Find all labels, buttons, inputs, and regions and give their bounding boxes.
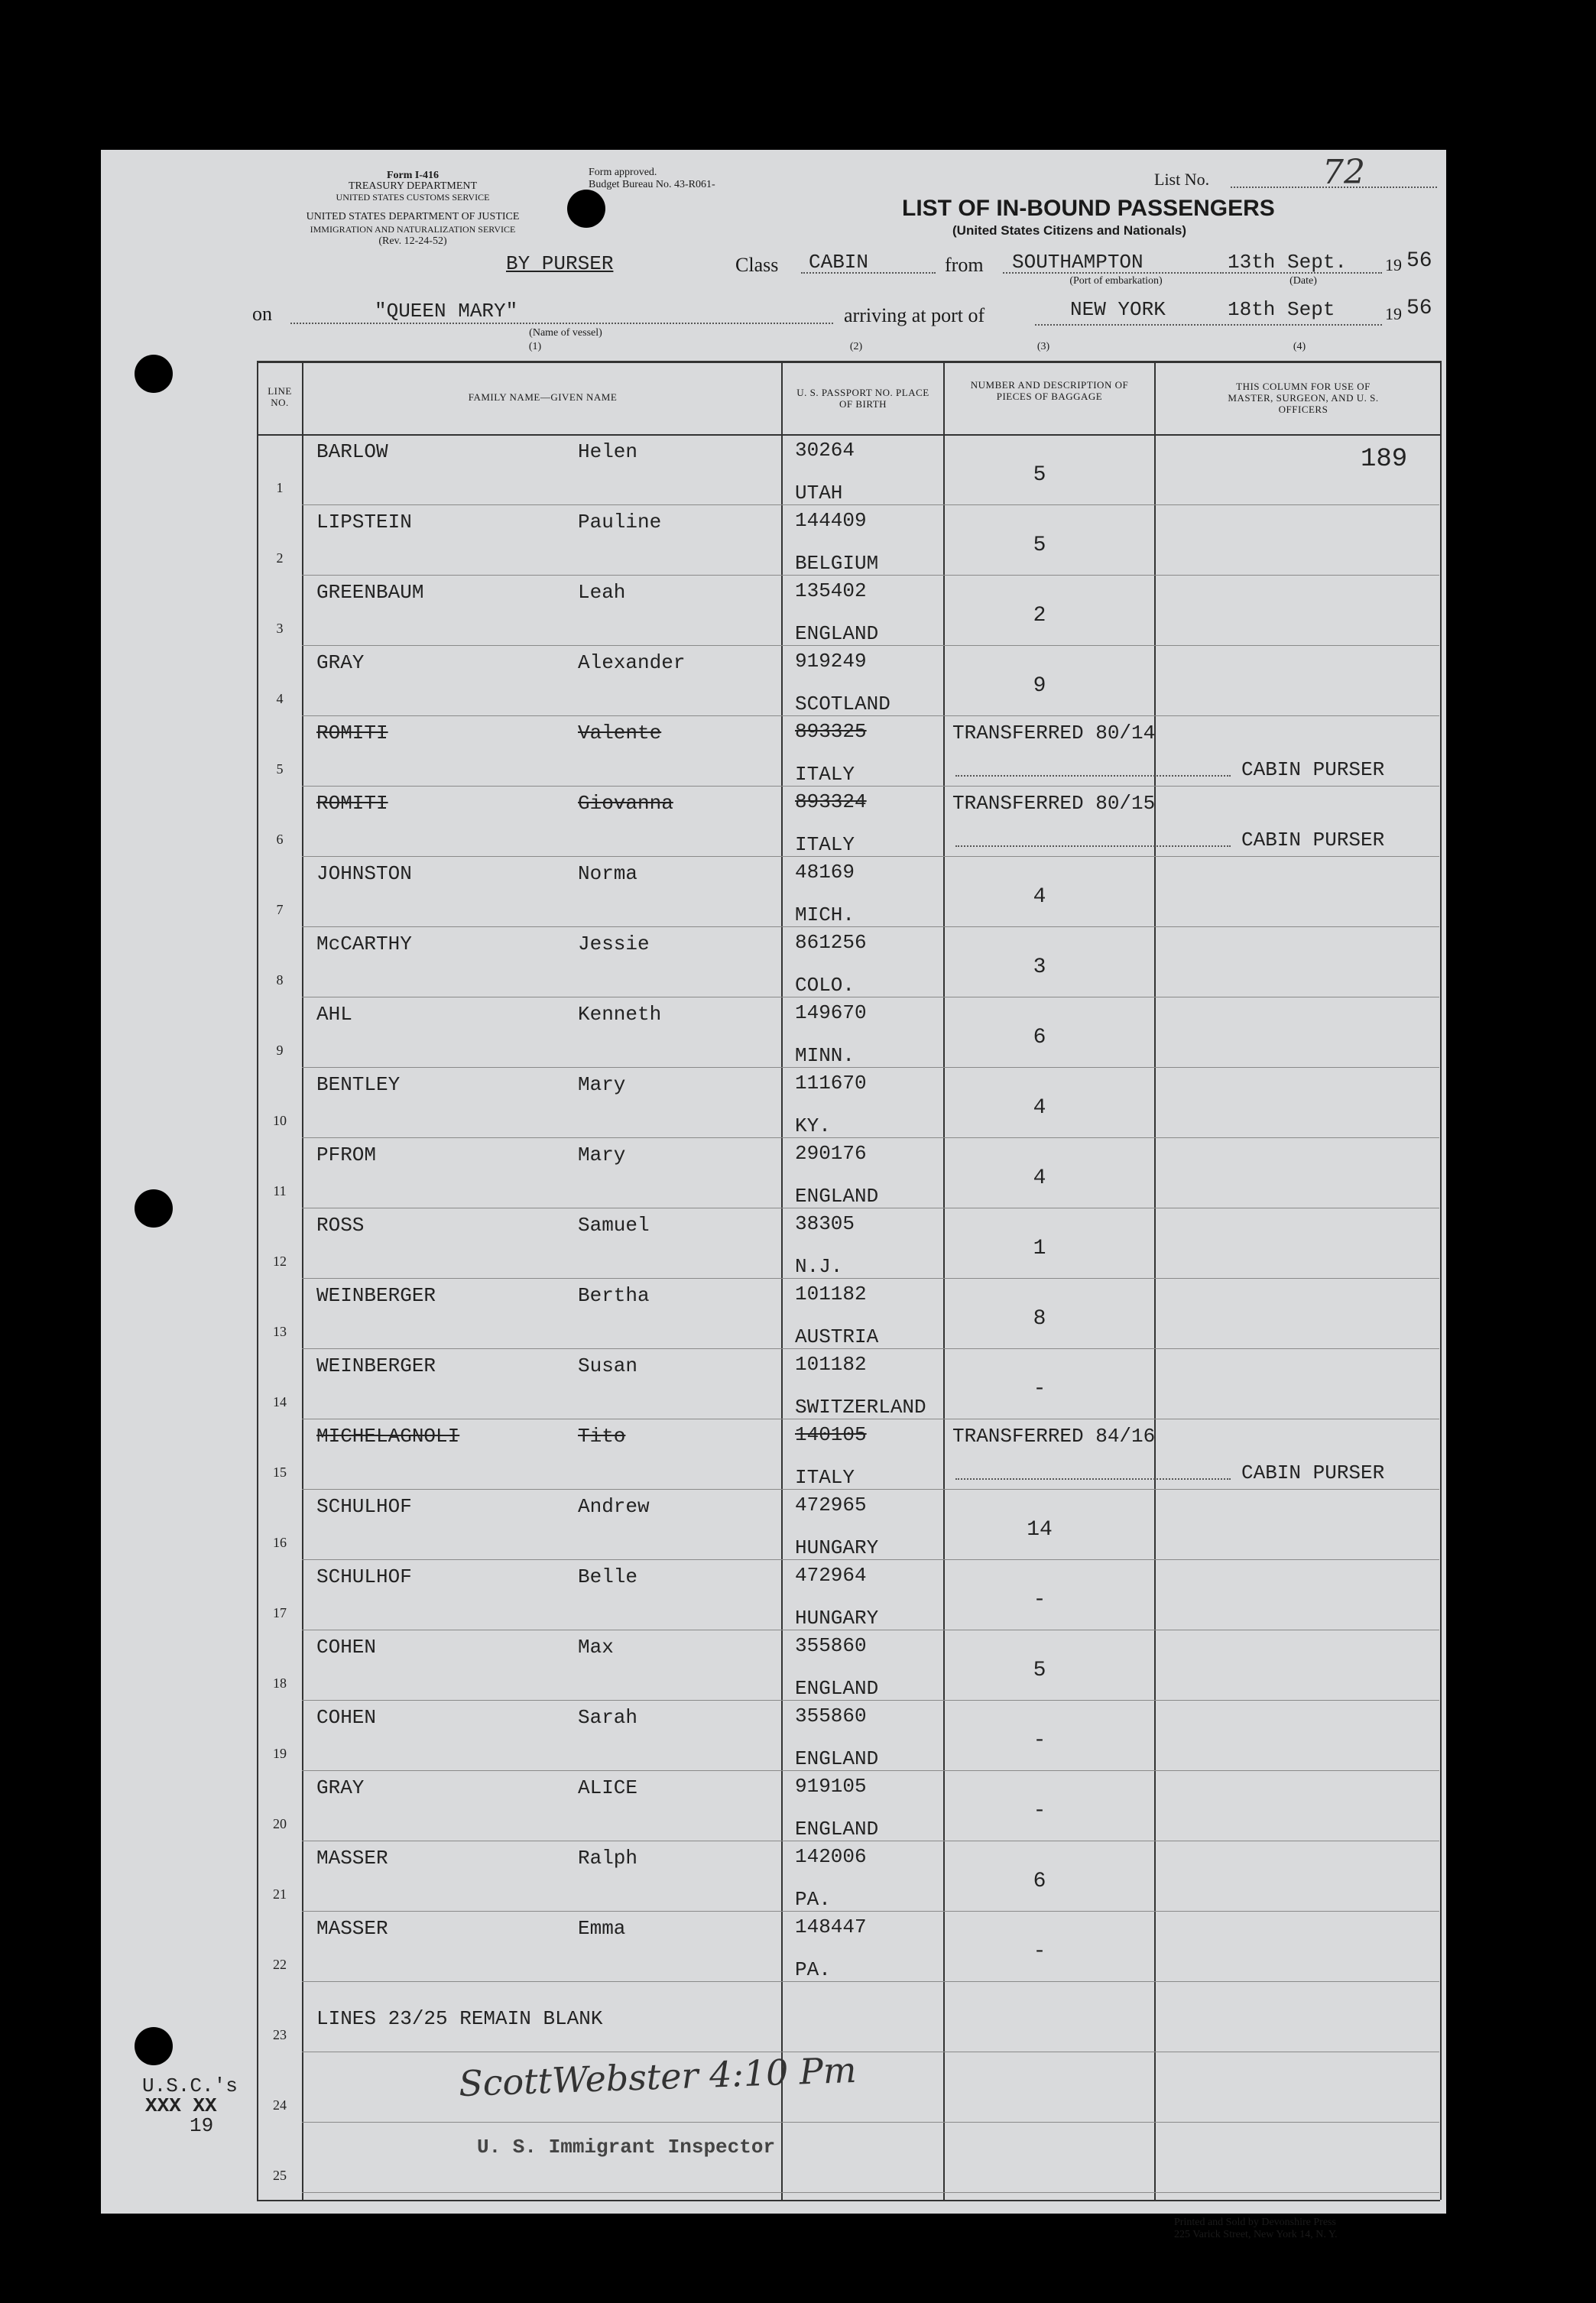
- punch-hole: [135, 2027, 173, 2065]
- arrival-date: 18th Sept: [1228, 298, 1335, 321]
- class-label: Class: [735, 254, 779, 276]
- line-number: 7: [276, 902, 284, 917]
- family-name: JOHNSTON: [316, 862, 412, 885]
- form-revision: (Rev. 12-24-52): [378, 235, 447, 247]
- family-name: WEINBERGER: [316, 1354, 436, 1377]
- line-number: 22: [273, 1957, 287, 1972]
- given-name: Kenneth: [578, 1003, 662, 1026]
- family-name: LIPSTEIN: [316, 511, 412, 534]
- row-divider: [302, 1559, 1439, 1560]
- place-of-birth: PA.: [795, 1888, 831, 1911]
- table-bottom-border: [257, 2200, 1440, 2201]
- family-name: COHEN: [316, 1636, 377, 1659]
- given-name: Max: [578, 1636, 614, 1659]
- line-number: 19: [273, 1746, 287, 1761]
- row-divider: [302, 1137, 1439, 1138]
- row-divider: [302, 1981, 1439, 1982]
- baggage-count: 3: [1033, 955, 1046, 979]
- family-name: MASSER: [316, 1917, 388, 1940]
- vessel-name: "QUEEN MARY": [375, 300, 518, 323]
- family-name: WEINBERGER: [316, 1284, 436, 1307]
- baggage-count: 14: [1027, 1518, 1053, 1542]
- header-name: FAMILY NAME—GIVEN NAME: [468, 391, 618, 403]
- table-right-border: [1440, 361, 1442, 2200]
- line-number: 3: [276, 621, 284, 636]
- dept-justice: UNITED STATES DEPARTMENT OF JUSTICE: [306, 211, 520, 222]
- col1-caption: (1): [528, 341, 542, 352]
- header-officers: THIS COLUMN FOR USE OF MASTER, SURGEON, AND U. S. OFFICERS: [1228, 381, 1379, 415]
- arrival-line: [1035, 324, 1382, 326]
- row-divider: [302, 856, 1439, 857]
- arrival-port: NEW YORK: [1070, 298, 1166, 321]
- line-number: 18: [273, 1675, 287, 1691]
- col3-caption: (3): [1036, 341, 1050, 352]
- row-divider: [302, 2192, 1439, 2193]
- page-title: LIST OF IN-BOUND PASSENGERS: [902, 196, 1275, 221]
- row-divider: [302, 786, 1439, 787]
- row-divider: [302, 1700, 1439, 1701]
- family-name: GREENBAUM: [316, 581, 424, 604]
- passport-number: 48169: [795, 861, 855, 884]
- passport-number: 111670: [795, 1072, 867, 1095]
- line-number: 24: [273, 2097, 287, 2113]
- given-name: Bertha: [578, 1284, 650, 1307]
- baggage-count: -: [1033, 1799, 1046, 1823]
- place-of-birth: KY.: [795, 1114, 831, 1137]
- row-divider: [302, 1489, 1439, 1490]
- place-of-birth: SWITZERLAND: [795, 1396, 926, 1419]
- inspector-signature: ScottWebster 4:10 Pm: [458, 2048, 858, 2105]
- date-caption: (Date): [1289, 275, 1317, 287]
- passport-number: 472964: [795, 1564, 867, 1587]
- given-name: Belle: [578, 1565, 638, 1588]
- purser-signature-line: [955, 1478, 1231, 1480]
- passport-number: 893325: [795, 720, 867, 743]
- row-divider: [302, 1067, 1439, 1068]
- place-of-birth: N.J.: [795, 1255, 843, 1278]
- place-of-birth: ENGLAND: [795, 1185, 879, 1208]
- given-name: Ralph: [578, 1847, 638, 1870]
- passport-number: 472965: [795, 1494, 867, 1516]
- given-name: Helen: [578, 440, 638, 463]
- depart-date: 13th Sept.: [1228, 251, 1348, 274]
- place-of-birth: UTAH: [795, 482, 843, 504]
- vessel-line: [290, 323, 833, 324]
- place-of-birth: ENGLAND: [795, 1818, 879, 1841]
- line-number: 8: [276, 972, 284, 988]
- name-col-divider: [781, 361, 783, 2200]
- line-number: 20: [273, 1816, 287, 1831]
- family-name: BARLOW: [316, 440, 388, 463]
- table-top-border: [257, 361, 1440, 363]
- row-divider: [302, 926, 1439, 927]
- line-number: 9: [276, 1043, 284, 1058]
- place-of-birth: COLO.: [795, 974, 855, 997]
- line-number: 4: [276, 691, 284, 706]
- dept-customs: UNITED STATES CUSTOMS SERVICE: [336, 192, 490, 203]
- passport-number: 355860: [795, 1705, 867, 1727]
- given-name: Emma: [578, 1917, 626, 1940]
- table-left-border: [257, 361, 258, 2200]
- family-name: ROSS: [316, 1214, 365, 1237]
- uscs-stamp-2: XXX XX: [145, 2094, 217, 2117]
- passport-number: 30264: [795, 439, 855, 462]
- place-of-birth: HUNGARY: [795, 1607, 879, 1630]
- line-number: 17: [273, 1605, 287, 1620]
- given-name: Norma: [578, 862, 638, 885]
- family-name: AHL: [316, 1003, 352, 1026]
- row-divider: [302, 2122, 1439, 2123]
- purser-title: CABIN PURSER: [1241, 829, 1385, 851]
- row-divider: [302, 504, 1439, 505]
- form-number: Form I-416: [386, 170, 440, 181]
- line-number: 6: [276, 832, 284, 847]
- budget-bureau: Budget Bureau No. 43-R061-: [589, 179, 715, 190]
- family-name: BENTLEY: [316, 1073, 401, 1096]
- given-name: Tito: [578, 1425, 626, 1448]
- passport-number: 861256: [795, 931, 867, 954]
- place-of-birth: AUSTRIA: [795, 1325, 879, 1348]
- class-value: CABIN: [809, 251, 869, 274]
- line-number: 11: [273, 1183, 287, 1199]
- printer-credit-2: 225 Varick Street, New York 14, N. Y.: [1174, 2229, 1338, 2240]
- purser-signature-line: [955, 845, 1231, 847]
- place-of-birth: ITALY: [795, 833, 855, 856]
- passport-number: 140105: [795, 1423, 867, 1446]
- given-name: Giovanna: [578, 792, 673, 815]
- given-name: Mary: [578, 1143, 626, 1166]
- given-name: ALICE: [578, 1776, 638, 1799]
- punch-hole: [135, 1189, 173, 1228]
- given-name: Samuel: [578, 1214, 650, 1237]
- passport-number: 144409: [795, 509, 867, 532]
- purser-signature-line: [955, 775, 1231, 777]
- line-number: 2: [276, 550, 284, 566]
- baggage-count: 1: [1033, 1237, 1046, 1260]
- baggage-count: 6: [1033, 1026, 1046, 1049]
- place-of-birth: MICH.: [795, 903, 855, 926]
- place-of-birth: ENGLAND: [795, 622, 879, 645]
- printer-credit-1: Printed and Sold by Devonshire Press: [1174, 2217, 1336, 2228]
- arrival-year: 56: [1406, 297, 1432, 320]
- by-purser: BY PURSER: [506, 252, 614, 275]
- baggage-count: -: [1033, 1377, 1046, 1401]
- remain-blank-note: LINES 23/25 REMAIN BLANK: [316, 2007, 603, 2030]
- line-number: 15: [273, 1465, 287, 1480]
- officer-note: 189: [1361, 445, 1408, 474]
- depart-year: 56: [1406, 249, 1432, 273]
- year-prefix: 19: [1385, 255, 1402, 274]
- line-number: 1: [276, 480, 284, 495]
- given-name: Pauline: [578, 511, 662, 534]
- passport-number: 135402: [795, 579, 867, 602]
- baggage-count: 8: [1033, 1307, 1046, 1331]
- baggage-count: 5: [1033, 463, 1046, 487]
- line-col-divider: [302, 361, 303, 2200]
- table-header-border: [257, 434, 1440, 436]
- header-line-no: LINE NO.: [268, 385, 292, 408]
- transfer-note: TRANSFERRED 84/16: [952, 1425, 1156, 1448]
- baggage-count: 5: [1033, 1659, 1046, 1682]
- col2-caption: (2): [849, 341, 863, 352]
- family-name: GRAY: [316, 651, 365, 674]
- family-name: MASSER: [316, 1847, 388, 1870]
- passport-number: 919249: [795, 650, 867, 673]
- vessel-caption: (Name of vessel): [529, 327, 602, 339]
- place-of-birth: SCOTLAND: [795, 693, 890, 715]
- baggage-count: 2: [1033, 604, 1046, 628]
- place-of-birth: BELGIUM: [795, 552, 879, 575]
- line-number: 21: [273, 1886, 287, 1902]
- family-name: ROMITI: [316, 792, 388, 815]
- purser-title: CABIN PURSER: [1241, 1461, 1385, 1484]
- family-name: COHEN: [316, 1706, 377, 1729]
- baggage-count: 4: [1033, 885, 1046, 909]
- form-approved: Form approved.: [589, 167, 657, 178]
- passport-number: 355860: [795, 1634, 867, 1657]
- row-divider: [302, 1911, 1439, 1912]
- place-of-birth: HUNGARY: [795, 1536, 879, 1559]
- family-name: McCARTHY: [316, 933, 412, 955]
- place-of-birth: ITALY: [795, 1466, 855, 1489]
- baggage-count: 6: [1033, 1870, 1046, 1893]
- purser-title: CABIN PURSER: [1241, 758, 1385, 781]
- family-name: SCHULHOF: [316, 1565, 412, 1588]
- passport-number: 919105: [795, 1775, 867, 1798]
- dept-ins: IMMIGRATION AND NATURALIZATION SERVICE: [310, 224, 516, 235]
- passport-number: 148447: [795, 1915, 867, 1938]
- place-of-birth: ENGLAND: [795, 1747, 879, 1770]
- passport-number: 149670: [795, 1001, 867, 1024]
- place-of-birth: MINN.: [795, 1044, 855, 1067]
- arriving-label: arriving at port of: [844, 304, 985, 326]
- passport-number: 101182: [795, 1353, 867, 1376]
- passport-number: 893324: [795, 790, 867, 813]
- given-name: Mary: [578, 1073, 626, 1096]
- given-name: Sarah: [578, 1706, 638, 1729]
- list-no-value: 72: [1322, 153, 1365, 192]
- place-of-birth: ENGLAND: [795, 1677, 879, 1700]
- family-name: SCHULHOF: [316, 1495, 412, 1518]
- given-name: Alexander: [578, 651, 686, 674]
- passport-number: 101182: [795, 1283, 867, 1306]
- row-divider: [302, 575, 1439, 576]
- given-name: Susan: [578, 1354, 638, 1377]
- family-name: ROMITI: [316, 722, 388, 744]
- baggage-count: -: [1033, 1729, 1046, 1753]
- line-number: 12: [273, 1254, 287, 1269]
- row-divider: [302, 1278, 1439, 1279]
- uscs-stamp-3: 19: [190, 2114, 214, 2137]
- line-number: 10: [273, 1113, 287, 1128]
- punch-hole: [135, 355, 173, 393]
- passport-number: 38305: [795, 1212, 855, 1235]
- line-number: 14: [273, 1394, 287, 1409]
- baggage-count: 4: [1033, 1166, 1046, 1190]
- place-of-birth: PA.: [795, 1958, 831, 1981]
- baggage-count: -: [1033, 1940, 1046, 1964]
- transfer-note: TRANSFERRED 80/14: [952, 722, 1156, 744]
- row-divider: [302, 1770, 1439, 1771]
- line-number: 16: [273, 1535, 287, 1550]
- list-no-label: List No.: [1154, 170, 1210, 189]
- arrival-year-prefix: 19: [1385, 304, 1402, 323]
- baggage-count: 4: [1033, 1096, 1046, 1120]
- passport-number: 142006: [795, 1845, 867, 1868]
- line-number: 25: [273, 2168, 287, 2183]
- given-name: Jessie: [578, 933, 650, 955]
- dept-treasury: TREASURY DEPARTMENT: [348, 180, 478, 192]
- family-name: PFROM: [316, 1143, 377, 1166]
- embark-caption: (Port of embarkation): [1069, 275, 1163, 287]
- col4-caption: (4): [1293, 341, 1306, 352]
- place-of-birth: ITALY: [795, 763, 855, 786]
- family-name: GRAY: [316, 1776, 365, 1799]
- baggage-col-divider: [1154, 361, 1156, 2200]
- family-name: MICHELAGNOLI: [316, 1425, 460, 1448]
- line-number: 5: [276, 761, 284, 777]
- given-name: Andrew: [578, 1495, 650, 1518]
- baggage-count: -: [1033, 1588, 1046, 1612]
- page-subtitle: (United States Citizens and Nationals): [952, 223, 1187, 238]
- baggage-count: 9: [1033, 674, 1046, 698]
- from-value: SOUTHAMPTON: [1012, 251, 1143, 274]
- inspector-stamp: U. S. Immigrant Inspector: [477, 2136, 776, 2159]
- on-label: on: [252, 303, 272, 325]
- row-divider: [302, 645, 1439, 646]
- passport-col-divider: [943, 361, 945, 2200]
- line-number: 23: [273, 2027, 287, 2042]
- row-divider: [302, 1348, 1439, 1349]
- baggage-count: 5: [1033, 534, 1046, 557]
- from-label: from: [945, 254, 984, 276]
- given-name: Leah: [578, 581, 626, 604]
- header-passport: U. S. PASSPORT NO. PLACE OF BIRTH: [796, 387, 929, 410]
- row-divider: [302, 715, 1439, 716]
- passport-number: 290176: [795, 1142, 867, 1165]
- line-number: 13: [273, 1324, 287, 1339]
- transfer-note: TRANSFERRED 80/15: [952, 792, 1156, 815]
- given-name: Valente: [578, 722, 662, 744]
- uscs-stamp-1: U.S.C.'s: [142, 2074, 238, 2097]
- header-baggage: NUMBER AND DESCRIPTION OF PIECES OF BAGGAGE: [970, 379, 1129, 402]
